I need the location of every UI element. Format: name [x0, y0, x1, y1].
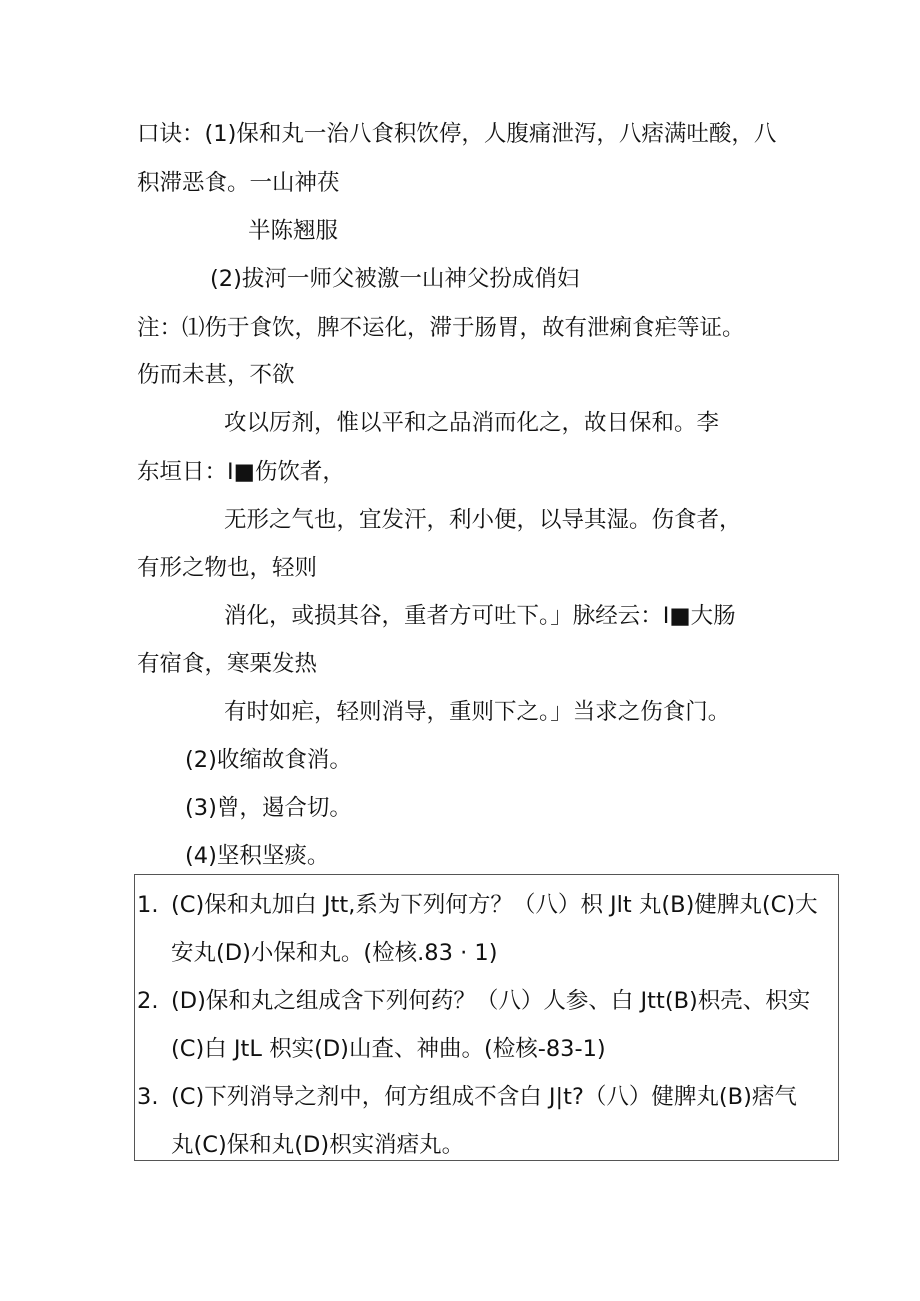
note-line: 注：⑴伤于食饮，脾不运化，滞于肠胃，故有泄痢食疟等证。 — [137, 315, 745, 341]
mnemonic-line-3: 半陈翘服 — [248, 218, 339, 244]
note-line: 有宿食，寒栗发热 — [137, 651, 318, 677]
question-number: 3. — [137, 1084, 159, 1110]
mnemonic-line-1: 口诀：(1)保和丸一治八食积饮停，人腹痛泄泻，八痞满吐酸，八 — [137, 121, 777, 147]
note-line: (4)坚积坚痰。 — [185, 843, 330, 869]
note-line: 消化，或损其谷，重者方可吐下。」脉经云：I■大肠 — [224, 603, 736, 629]
question-number: 2. — [137, 988, 159, 1014]
question-item — [137, 990, 810, 1013]
question-item — [137, 1086, 797, 1109]
note-line: 东垣日：I■伤饮者， — [137, 459, 345, 485]
question-text: (C)保和丸加白 Jtt,系为下列何方？（八）枳 Jlt 丸(B)健脾丸(C)大 — [171, 892, 818, 918]
note-line: 攻以厉剂，惟以平和之品消而化之，故日保和。李 — [224, 410, 720, 436]
question-text: (C)下列消导之剂中，何方组成不含白 J|t?（八）健脾丸(B)痞气 — [171, 1084, 797, 1110]
note-line: (3)曾，遏合切。 — [185, 795, 352, 821]
note-line: (2)收缩故食消。 — [185, 747, 352, 773]
mnemonic-line-2: 积滞恶食。一山神茯 — [137, 170, 340, 196]
question-continuation: (C)白 JtL 枳实(D)山査、神曲。(检核-83-1) — [171, 1036, 606, 1062]
note-line: 无形之气也，宜发汗，利小便，以导其湿。伤食者， — [224, 507, 742, 533]
mnemonic-line-4: (2)拔河一师父被激一山神父扮成俏妇 — [210, 266, 580, 292]
question-text: (D)保和丸之组成含下列何药？（八）人参、白 Jtt(B)枳壳、枳实 — [171, 988, 811, 1014]
question-continuation: 安丸(D)小保和丸。(检核.83 · 1) — [171, 940, 498, 966]
note-line: 有时如疟，轻则消导，重则下之。」当求之伤食门。 — [224, 699, 731, 725]
question-continuation: 丸(C)保和丸(D)枳实消痞丸。 — [171, 1132, 465, 1158]
note-line: 伤而未甚，不欲 — [137, 362, 295, 388]
question-item — [137, 894, 818, 917]
question-number: 1. — [137, 892, 159, 918]
note-line: 有形之物也，轻则 — [137, 555, 318, 581]
